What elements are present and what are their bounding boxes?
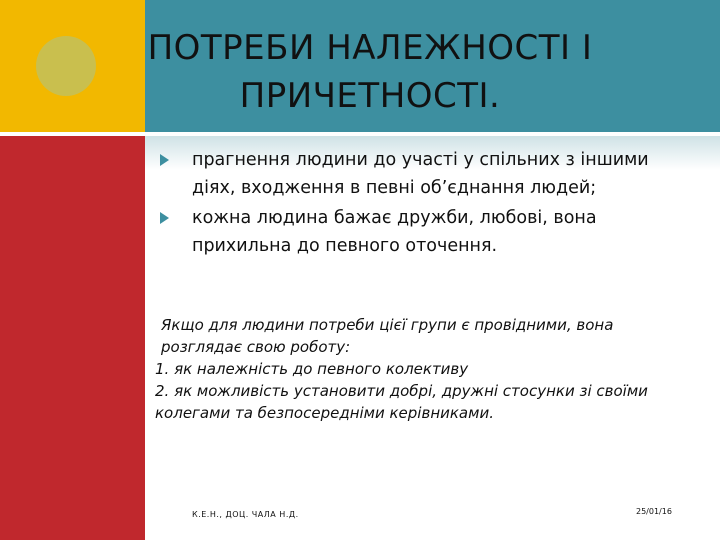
- bullet-item: [158, 146, 688, 202]
- note-item-1: 1. як належність до певного колективу: [155, 360, 469, 378]
- bullet-text: прагнення людини до участі у спільних з іншими діях, входження в певні об’єднання людей;: [192, 150, 649, 198]
- bullet-arrow-icon: [160, 212, 169, 224]
- italic-note: [155, 314, 695, 424]
- decorative-circle: [36, 36, 96, 96]
- footer-author: К.Е.Н., ДОЦ. ЧАЛА Н.Д.: [192, 510, 299, 519]
- bullet-item: [158, 204, 688, 260]
- red-side-bar: [0, 132, 145, 540]
- bullet-arrow-icon: [160, 154, 169, 166]
- note-intro: Якщо для людини потреби цієї групи є провідними, вона розглядає свою роботу:: [161, 316, 614, 356]
- footer-date: 25/01/16: [636, 507, 672, 516]
- bullet-list: [158, 146, 688, 262]
- bullet-text: кожна людина бажає дружби, любові, вона прихильна до певного оточення.: [192, 208, 597, 256]
- title-line-2: ПРИЧЕТНОСТІ.: [239, 76, 501, 116]
- title-line-1: ПОТРЕБИ НАЛЕЖНОСТІ І: [147, 28, 593, 68]
- note-item-2: 2. як можливість установити добрі, дружні стосунки зі своїми колегами та безпосередніми керівниками.: [155, 382, 648, 422]
- slide-title: [90, 24, 650, 120]
